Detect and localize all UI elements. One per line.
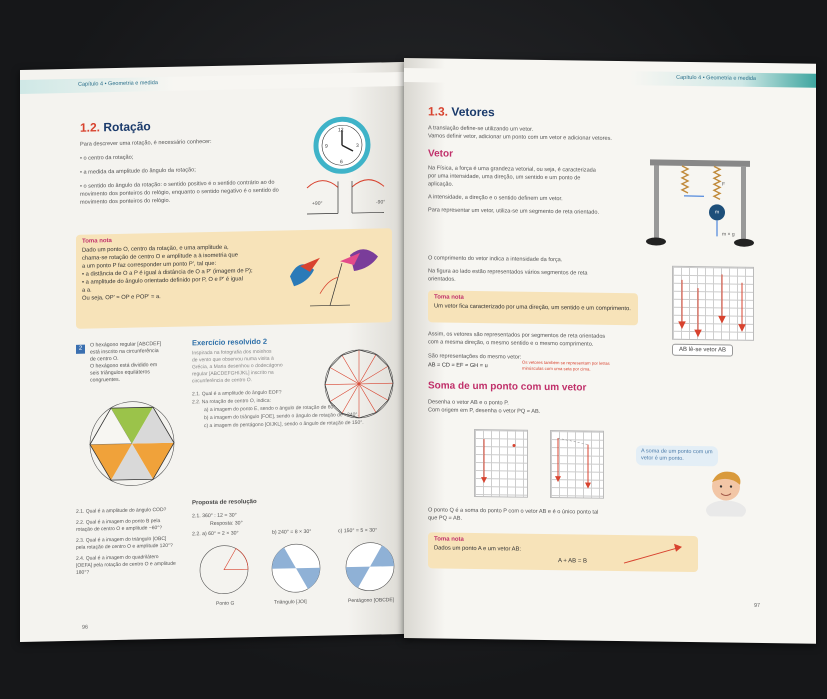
- vector-note-body: Um vetor fica caracterizado por uma direção, um sentido e um comprimento.: [434, 303, 631, 313]
- left-chapter-label: Capítulo 4 • Geometria e medida: [78, 80, 158, 88]
- caption-pentagon: Pentágono [OBCDE]: [348, 597, 395, 605]
- problem-text: [90, 341, 186, 385]
- vetor-subtitle: Vetor: [428, 148, 454, 160]
- exercise-line: Grécia, a Maria desenhou o dodecágono: [192, 362, 283, 371]
- sum-note-box: [428, 532, 698, 572]
- problem-line: está inscrito na circunferência: [90, 348, 159, 356]
- vetor2-line: orientados.: [428, 276, 456, 283]
- vectors-title: [428, 104, 495, 119]
- question-item: 2.3. Qual é a imagem do triângulo [OBC] pela rotação de centro O e amplitude 120°?: [76, 535, 173, 551]
- sum-subtitle: Soma de um ponto com um vetor: [428, 380, 587, 394]
- vetor2-line: O comprimento do vetor indica a intensidade da força.: [428, 255, 563, 264]
- rotation-note-line: chama-se rotação de centro O e amplitude a à isometria que: [82, 252, 238, 262]
- exercise-line: Inspirada na fotografia dos moinhos: [192, 348, 272, 357]
- sum-note-body: Dados um ponto A e um vetor AB:: [434, 545, 522, 553]
- mass-label: m: [715, 209, 720, 216]
- rotation-note-line: a a.: [82, 287, 92, 294]
- problem-line: O hexágono está dividido em: [90, 362, 158, 370]
- sum-note-title: Toma nota: [434, 536, 464, 543]
- vetor-text: [428, 164, 648, 217]
- sum-text: [428, 398, 628, 417]
- weight-label: m × g: [722, 231, 735, 238]
- rotation-note-line: Dado um ponto O, centro da rotação, e uma amplitude a,: [82, 244, 229, 254]
- vetor-line: por uma intensidade, uma direção, um sentido e um ponto de: [428, 173, 581, 182]
- boy-avatar: [704, 464, 748, 517]
- resolution-line: 2.2. a) 60° = 2 × 30°: [192, 530, 239, 538]
- hexagon-figure: [82, 393, 182, 495]
- svg-text:3: 3: [356, 142, 359, 149]
- vector-note-title: Toma nota: [434, 294, 464, 301]
- resolution-line: Resposta: 30°: [210, 520, 243, 528]
- right-page-number: 97: [754, 602, 761, 609]
- exercise-item: b) a imagem do triângulo [FOE], sendo o ângulo de rotação de −240°.: [204, 411, 359, 422]
- open-textbook: [6, 52, 821, 648]
- hummingbird-illustration: [280, 234, 386, 316]
- resolution-line: c) 150° = 5 × 30°: [338, 527, 378, 535]
- problem-line: de centro O.: [90, 355, 119, 363]
- vectors-intro-2: Vamos definir vetor, adicionar um ponto com um vetor e adicionar vetores.: [428, 133, 612, 142]
- exercise-item: 2.2. Na rotação de centro O, indica:: [192, 397, 271, 406]
- assim-text: [428, 330, 668, 349]
- vectors-arrows: [672, 266, 754, 341]
- svg-text:9: 9: [325, 143, 328, 150]
- assim-line: com a mesma direção, o mesmo sentido e o mesmo comprimento.: [428, 339, 594, 348]
- exercise-text: [192, 348, 312, 386]
- vetor-line: Para representar um vetor, utiliza-se um segmento de reta orientado.: [428, 207, 600, 216]
- question-item: 2.1. Qual é a amplitude do ângulo COD?: [76, 506, 167, 515]
- rotation-note-line: • a distância de O a P é igual à distância de O a P' (imagem de P);: [82, 268, 253, 278]
- sum-speech-bubble: A soma de um ponto com um vetor é um ponto.: [636, 445, 718, 466]
- vectors-section-title: Vetores: [451, 104, 495, 120]
- representations-formula: AB = CD = EF = GH = u: [428, 362, 488, 370]
- vectors-section-number: 1.3.: [428, 104, 449, 119]
- angle-positive-label: +90°: [312, 200, 323, 207]
- question-item: 2.4. Qual é a imagem do quadrilátero [OEFA] pela rotação de centro O e amplitude 180°?: [76, 554, 176, 576]
- rotation-note-box: [76, 228, 392, 329]
- lowercase-note: Os vetores também se representam por letras minúsculas com uma seta por cima.: [522, 359, 610, 372]
- vetor-text-2: [428, 254, 658, 286]
- right-page: [404, 58, 816, 644]
- rotation-solution-figures: [196, 536, 402, 600]
- conclusion-line: O ponto Q é a soma do ponto P com o vetor AB e é o único ponto tal: [428, 507, 599, 516]
- rotation-note-line: a um ponto P faz corresponder um ponto P', tal que:: [82, 260, 217, 270]
- rotation-bullet-2: • a medida da amplitude do ângulo da rotação;: [80, 167, 196, 176]
- problem-line: congruentes.: [90, 376, 120, 384]
- problem-badge: 2: [76, 345, 85, 354]
- right-chapter-label: Capítulo 4 • Geometria e medida: [676, 74, 756, 82]
- sum-line: Desenha o vetor AB e o ponto P.: [428, 399, 509, 407]
- problem-line: O hexágono regular [ABCDEF]: [90, 341, 162, 349]
- rotation-bullet-1: • o centro da rotação;: [80, 154, 134, 162]
- exercise-line: circunferência de centro O.: [192, 377, 253, 385]
- conclusion-line: que PQ = AB.: [428, 515, 463, 522]
- left-page-number: 96: [82, 624, 89, 631]
- force-label: F: [722, 181, 726, 188]
- rotation-note-line: • a amplitude do ângulo orientado definido por P, O e P' é igual: [82, 276, 243, 286]
- rotation-intro: Para descrever uma rotação, é necessário conhecer:: [80, 138, 212, 148]
- vectors-intro-1: A translação define-se utilizando um vetor.: [428, 125, 534, 133]
- problem-line: seis triângulos equiláteros: [90, 369, 150, 377]
- svg-text:12: 12: [338, 127, 344, 134]
- exercise-line: de vento que observou numa visita à: [192, 355, 274, 364]
- sum-note-formula: A + AB = B: [558, 558, 588, 565]
- spring-apparatus: [644, 153, 760, 251]
- exercise-title: Exercício resolvido 2: [192, 336, 268, 348]
- rotation-bullet-3: • o sentido do ângulo da rotação: o sentido positivo é o sentido contrário ao do movimento dos ponteiros do relógio, enquanto o sentido negativo é o sentido do movimento dos ponteiros do relógio.: [80, 179, 279, 206]
- vetor-line: aplicação.: [428, 181, 454, 188]
- representations-text: São representações do mesmo vetor:: [428, 353, 522, 361]
- sum-note-arrow: [618, 539, 688, 568]
- resolution-line: 2.1. 360° : 12 = 30°: [192, 512, 237, 520]
- caption-point: Ponto G: [216, 600, 235, 607]
- rotation-section-title: Rotação: [103, 119, 151, 135]
- rotation-note-line: Ou seja, OP' = OP e POP' = a.: [82, 294, 161, 302]
- vector-reading-box: AB lê-se vetor AB: [672, 344, 733, 357]
- exercise-item: a) a imagem do ponto E, sendo o ângulo de rotação de 60°.: [204, 404, 337, 414]
- angle-negative-label: -90°: [376, 199, 386, 206]
- question-item: 2.2. Qual é a imagem do ponto B pela rotação de centro O e amplitude −60°?: [76, 518, 163, 533]
- resolution-line: b) 240° = 8 × 30°: [272, 528, 312, 536]
- svg-text:6: 6: [340, 159, 343, 166]
- caption-triangle: Triângulo [JOI]: [274, 598, 307, 606]
- sum-line: Com origem em P, desenha o vetor PQ = AB.: [428, 407, 541, 415]
- left-page: [20, 62, 406, 642]
- rotation-note-title: Toma nota: [82, 238, 112, 245]
- questions-list: [76, 507, 176, 577]
- vetor-line: Na Física, a força é uma grandeza vetorial, ou seja, é caracterizada: [428, 165, 596, 174]
- rotation-note-body: [82, 243, 282, 303]
- sum-arrow-1: [474, 429, 528, 498]
- exercise-item: c) a imagem do pentágono [OIJKL], sendo o ângulo de rotação de 150°.: [204, 419, 364, 430]
- resolution-title: Proposta de resolução: [192, 499, 257, 507]
- sum-arrow-2: [550, 430, 604, 499]
- sum-conclusion: [428, 506, 668, 525]
- vetor2-line: Na figura ao lado estão representados vários segmentos de reta: [428, 268, 588, 277]
- exercise-line: regular [ABCDEFGHIJKL] inscrito na: [192, 369, 274, 378]
- vector-note-box: [428, 290, 638, 325]
- dodecagon-figure: [320, 344, 398, 424]
- rotation-title: [80, 119, 151, 134]
- assim-line: Assim, os vetores são representados por segmentos de reta orientados: [428, 331, 606, 340]
- exercise-item: 2.1. Qual é a amplitude do ângulo EOF?: [192, 389, 282, 398]
- vetor-line: A intensidade, a direção e o sentido definem um vetor.: [428, 194, 563, 203]
- rotation-section-number: 1.2.: [80, 120, 101, 135]
